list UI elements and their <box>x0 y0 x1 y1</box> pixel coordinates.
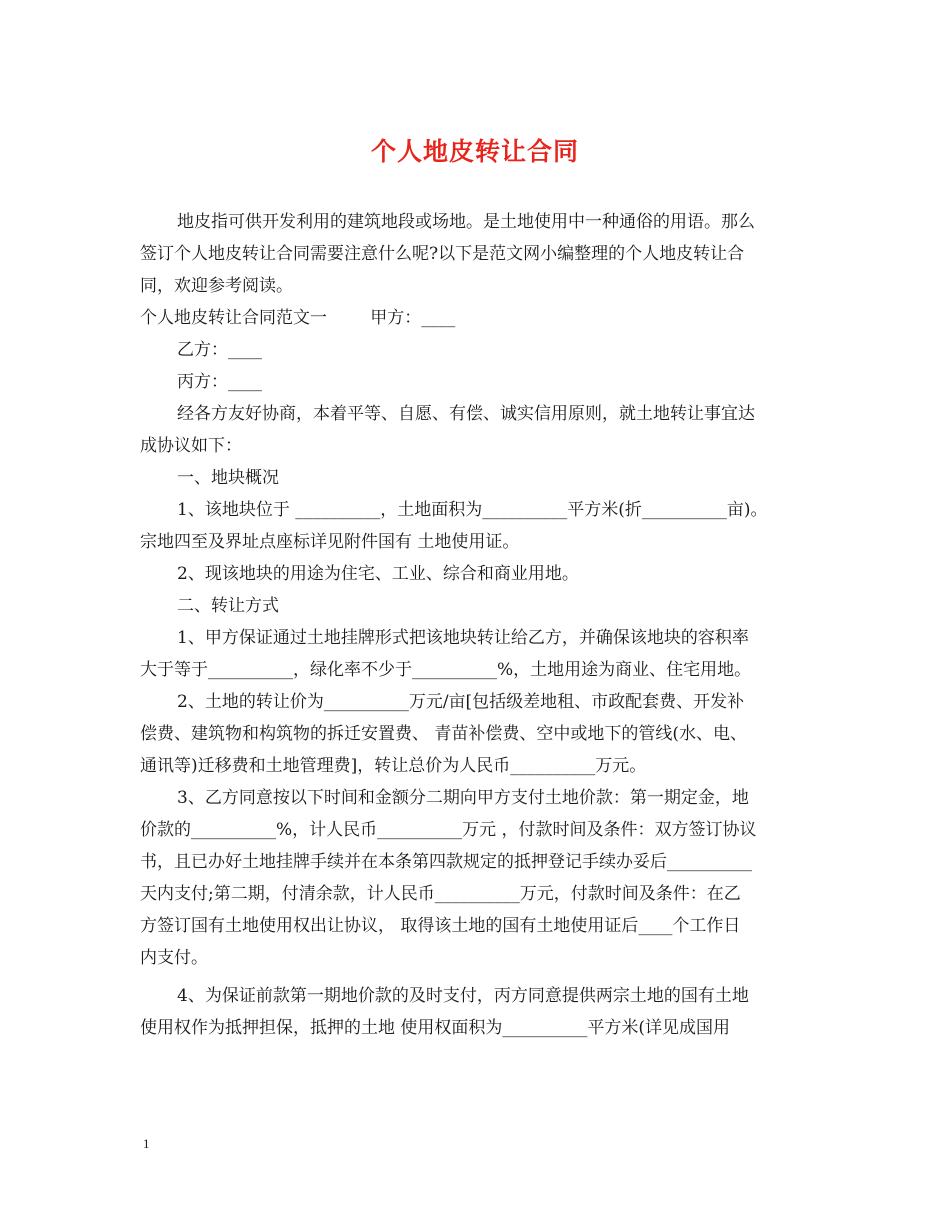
paragraph-line: 方签订国有土地使用权出让协议， 取得该土地的国有土地使用证后____个工作日 <box>140 916 741 936</box>
section-heading: 二、转让方式 <box>177 596 279 616</box>
paragraph-line: 经各方友好协商，本着平等、自愿、有偿、诚实信用原则，就土地转让事宜达 <box>177 404 755 424</box>
paragraph-line: 大于等于__________，绿化率不少于__________%，土地用途为商业、住宅用地。 <box>140 660 752 680</box>
paragraph-line: 价款的__________%，计人民币__________万元 ，付款时间及条件：双方签订协议 <box>140 820 757 840</box>
document-body <box>140 206 812 1044</box>
paragraph-line: 成协议如下： <box>140 436 242 456</box>
section-heading: 一、地块概况 <box>177 468 279 488</box>
paragraph-line: 内支付。 <box>140 948 208 968</box>
paragraph-line: 签订个人地皮转让合同需要注意什么呢?以下是范文网小编整理的个人地皮转让合 <box>140 244 745 264</box>
paragraph-line: 1、甲方保证通过土地挂牌形式把该地块转让给乙方，并确保该地块的容积率 <box>177 628 749 648</box>
paragraph-line: 同，欢迎参考阅读。 <box>140 276 293 296</box>
document-title: 个人地皮转让合同 <box>370 137 579 166</box>
paragraph-line: 2、现该地块的用途为住宅、工业、综合和商业用地。 <box>177 564 579 584</box>
paragraph-line: 2、土地的转让价为__________万元/亩[包括级差地租、市政配套费、开发补 <box>177 692 745 712</box>
paragraph-line: 书，且已办好土地挂牌手续并在本条第四款规定的抵押登记手续办妥后__________ <box>140 852 752 872</box>
paragraph-line: 偿费、建筑物和构筑物的拆迁安置费、 青苗补偿费、空中或地下的管线(水、电、 <box>140 724 748 744</box>
paragraph-line: 1、该地块位于 __________，土地面积为__________平方米(折__________亩)。 <box>177 500 768 520</box>
page-number: 1 <box>143 1136 150 1151</box>
paragraph-line: 乙方：____ <box>177 340 262 360</box>
paragraph-line: 丙方：____ <box>177 372 262 392</box>
paragraph-line: 地皮指可供开发利用的建筑地段或场地。是土地使用中一种通俗的用语。那么 <box>177 212 755 232</box>
paragraph-line: 使用权作为抵押担保，抵押的土地 使用权面积为__________平方米(详见成国用 <box>140 1018 731 1038</box>
paragraph-line: 通讯等)迁移费和土地管理费]，转让总价为人民币__________万元。 <box>140 756 647 776</box>
paragraph-line: 3、乙方同意按以下时间和金额分二期向甲方支付土地价款：第一期定金，地 <box>177 788 749 808</box>
paragraph-line: 4、为保证前款第一期地价款的及时支付，丙方同意提供两宗土地的国有土地 <box>177 986 749 1006</box>
paragraph-line: 个人地皮转让合同范文一 甲方：____ <box>140 308 456 328</box>
paragraph-line: 天内支付;第二期，付清余款，计人民币__________万元，付款时间及条件：在乙 <box>140 884 741 904</box>
paragraph-line: 宗地四至及界址点座标详见附件国有 土地使用证。 <box>140 532 520 552</box>
